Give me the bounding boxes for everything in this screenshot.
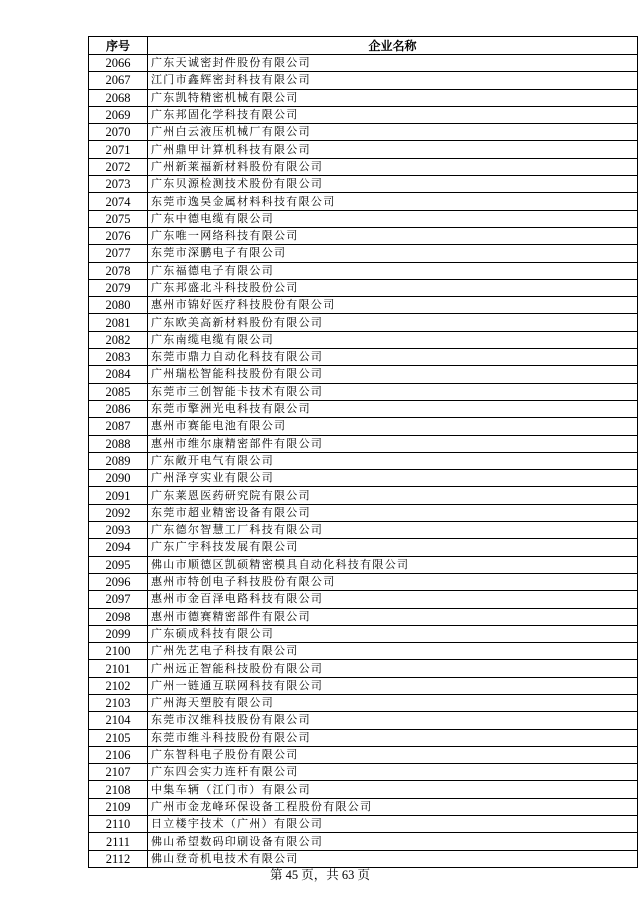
serial-number-cell: 2075	[89, 210, 148, 227]
table-row	[89, 262, 638, 279]
table-row	[89, 55, 638, 72]
table-row	[89, 504, 638, 521]
enterprise-name-cell: 东莞市汉维科技股份有限公司	[148, 712, 638, 729]
table-row	[89, 522, 638, 539]
enterprise-name-cell: 东莞市维斗科技股份有限公司	[148, 729, 638, 746]
serial-number-cell: 2078	[89, 262, 148, 279]
enterprise-name-cell: 广州一链通互联网科技有限公司	[148, 677, 638, 694]
enterprise-name-cell: 广东邦盛北斗科技股份公司	[148, 279, 638, 296]
enterprise-name-cell: 东莞市鼎力自动化科技有限公司	[148, 349, 638, 366]
serial-number-cell: 2076	[89, 227, 148, 244]
table-row	[89, 210, 638, 227]
enterprise-name-cell: 广东凯特精密机械有限公司	[148, 89, 638, 106]
serial-number-cell: 2081	[89, 314, 148, 331]
enterprise-name-cell: 佛山市顺德区凯硕精密模具自动化科技有限公司	[148, 556, 638, 573]
table-row	[89, 349, 638, 366]
table-row	[89, 470, 638, 487]
serial-number-cell: 2109	[89, 798, 148, 815]
table-row	[89, 712, 638, 729]
serial-number-cell: 2077	[89, 245, 148, 262]
table-row	[89, 677, 638, 694]
serial-number-cell: 2099	[89, 625, 148, 642]
enterprise-name-cell: 广东四会实力连杆有限公司	[148, 764, 638, 781]
serial-number-cell: 2071	[89, 141, 148, 158]
enterprise-name-cell: 广东德尔智慧工厂科技有限公司	[148, 522, 638, 539]
serial-number-cell: 2097	[89, 591, 148, 608]
serial-number-cell: 2066	[89, 55, 148, 72]
enterprise-name-cell: 日立楼宇技术（广州）有限公司	[148, 816, 638, 833]
table-row	[89, 591, 638, 608]
serial-number-cell: 2088	[89, 435, 148, 452]
table-row	[89, 418, 638, 435]
enterprise-name-cell: 广州先艺电子科技有限公司	[148, 643, 638, 660]
table-row	[89, 124, 638, 141]
table-row	[89, 833, 638, 850]
header-enterprise-name: 企业名称	[148, 37, 638, 55]
enterprise-name-cell: 广东福德电子有限公司	[148, 262, 638, 279]
serial-number-cell: 2111	[89, 833, 148, 850]
serial-number-cell: 2079	[89, 279, 148, 296]
serial-number-cell: 2085	[89, 383, 148, 400]
serial-number-cell: 2102	[89, 677, 148, 694]
enterprise-name-cell: 中集车辆（江门市）有限公司	[148, 781, 638, 798]
enterprise-name-cell: 广东广宇科技发展有限公司	[148, 539, 638, 556]
table-row	[89, 435, 638, 452]
table-row	[89, 643, 638, 660]
table-row	[89, 176, 638, 193]
enterprise-name-cell: 佛山登奇机电技术有限公司	[148, 850, 638, 867]
serial-number-cell: 2090	[89, 470, 148, 487]
enterprise-name-cell: 惠州市德赛精密部件有限公司	[148, 608, 638, 625]
serial-number-cell: 2084	[89, 366, 148, 383]
table-row	[89, 106, 638, 123]
serial-number-cell: 2107	[89, 764, 148, 781]
enterprise-name-cell: 广州远正智能科技股份有限公司	[148, 660, 638, 677]
table-row	[89, 487, 638, 504]
table-row	[89, 660, 638, 677]
table-row	[89, 746, 638, 763]
serial-number-cell: 2094	[89, 539, 148, 556]
enterprise-name-cell: 江门市鑫辉密封科技有限公司	[148, 72, 638, 89]
table-row	[89, 781, 638, 798]
table-row	[89, 539, 638, 556]
enterprise-name-cell: 东莞市超业精密设备有限公司	[148, 504, 638, 521]
enterprise-name-cell: 广东天诚密封件股份有限公司	[148, 55, 638, 72]
enterprise-name-cell: 广东唯一网络科技有限公司	[148, 227, 638, 244]
enterprise-name-cell: 惠州市维尔康精密部件有限公司	[148, 435, 638, 452]
table-row	[89, 608, 638, 625]
header-serial-number: 序号	[89, 37, 148, 55]
table-row	[89, 764, 638, 781]
table-row	[89, 383, 638, 400]
enterprise-name-cell: 东莞市三创智能卡技术有限公司	[148, 383, 638, 400]
serial-number-cell: 2101	[89, 660, 148, 677]
enterprise-name-cell: 广东智科电子股份有限公司	[148, 746, 638, 763]
enterprise-name-cell: 广东敞开电气有限公司	[148, 452, 638, 469]
enterprise-name-cell: 东莞市逸昊金属材料科技有限公司	[148, 193, 638, 210]
serial-number-cell: 2096	[89, 573, 148, 590]
enterprise-table	[88, 36, 638, 868]
table-row	[89, 452, 638, 469]
serial-number-cell: 2068	[89, 89, 148, 106]
table-row	[89, 72, 638, 89]
serial-number-cell: 2072	[89, 158, 148, 175]
serial-number-cell: 2074	[89, 193, 148, 210]
serial-number-cell: 2105	[89, 729, 148, 746]
table-row	[89, 556, 638, 573]
table-row	[89, 400, 638, 417]
serial-number-cell: 2100	[89, 643, 148, 660]
serial-number-cell: 2082	[89, 331, 148, 348]
table-row	[89, 158, 638, 175]
enterprise-name-cell: 广东邦固化学科技有限公司	[148, 106, 638, 123]
serial-number-cell: 2108	[89, 781, 148, 798]
serial-number-cell: 2089	[89, 452, 148, 469]
serial-number-cell: 2103	[89, 694, 148, 711]
serial-number-cell: 2092	[89, 504, 148, 521]
enterprise-name-cell: 惠州市特创电子科技股份有限公司	[148, 573, 638, 590]
table-row	[89, 245, 638, 262]
serial-number-cell: 2083	[89, 349, 148, 366]
serial-number-cell: 2070	[89, 124, 148, 141]
table-row	[89, 314, 638, 331]
table-row	[89, 89, 638, 106]
serial-number-cell: 2069	[89, 106, 148, 123]
table-row	[89, 798, 638, 815]
table-row	[89, 227, 638, 244]
serial-number-cell: 2073	[89, 176, 148, 193]
enterprise-name-cell: 广东南缆电缆有限公司	[148, 331, 638, 348]
table-row	[89, 366, 638, 383]
enterprise-name-cell: 惠州市锦好医疗科技股份有限公司	[148, 297, 638, 314]
enterprise-name-cell: 广东莱恩医药研究院有限公司	[148, 487, 638, 504]
enterprise-name-cell: 广州泽亨实业有限公司	[148, 470, 638, 487]
enterprise-name-cell: 广州新莱福新材料股份有限公司	[148, 158, 638, 175]
serial-number-cell: 2086	[89, 400, 148, 417]
enterprise-name-cell: 广州瑞松智能科技股份有限公司	[148, 366, 638, 383]
serial-number-cell: 2106	[89, 746, 148, 763]
serial-number-cell: 2104	[89, 712, 148, 729]
table-row	[89, 193, 638, 210]
table-row	[89, 694, 638, 711]
serial-number-cell: 2091	[89, 487, 148, 504]
table-row	[89, 141, 638, 158]
enterprise-name-cell: 佛山希望数码印刷设备有限公司	[148, 833, 638, 850]
table-body	[89, 55, 638, 868]
serial-number-cell: 2112	[89, 850, 148, 867]
page-footer: 第 45 页，共 63 页	[269, 868, 370, 882]
serial-number-cell: 2095	[89, 556, 148, 573]
table-header-row	[89, 37, 638, 55]
serial-number-cell: 2080	[89, 297, 148, 314]
enterprise-name-cell: 东莞市擎洲光电科技有限公司	[148, 400, 638, 417]
enterprise-name-cell: 惠州市赛能电池有限公司	[148, 418, 638, 435]
serial-number-cell: 2110	[89, 816, 148, 833]
enterprise-name-cell: 广东贝源检测技术股份有限公司	[148, 176, 638, 193]
table-row	[89, 279, 638, 296]
table-row	[89, 729, 638, 746]
table-row	[89, 816, 638, 833]
enterprise-name-cell: 东莞市深鹏电子有限公司	[148, 245, 638, 262]
enterprise-name-cell: 广州海天塑胶有限公司	[148, 694, 638, 711]
enterprise-name-cell: 广州市金龙峰环保设备工程股份有限公司	[148, 798, 638, 815]
serial-number-cell: 2067	[89, 72, 148, 89]
table-row	[89, 573, 638, 590]
table-row	[89, 625, 638, 642]
enterprise-name-cell: 惠州市金百泽电路科技有限公司	[148, 591, 638, 608]
enterprise-name-cell: 广东硕成科技有限公司	[148, 625, 638, 642]
table-row	[89, 331, 638, 348]
table-row	[89, 297, 638, 314]
enterprise-name-cell: 广东中德电缆有限公司	[148, 210, 638, 227]
enterprise-name-cell: 广州鼎甲计算机科技有限公司	[148, 141, 638, 158]
serial-number-cell: 2098	[89, 608, 148, 625]
enterprise-name-cell: 广东欧美高新材料股份有限公司	[148, 314, 638, 331]
enterprise-name-cell: 广州白云液压机械厂有限公司	[148, 124, 638, 141]
serial-number-cell: 2093	[89, 522, 148, 539]
serial-number-cell: 2087	[89, 418, 148, 435]
